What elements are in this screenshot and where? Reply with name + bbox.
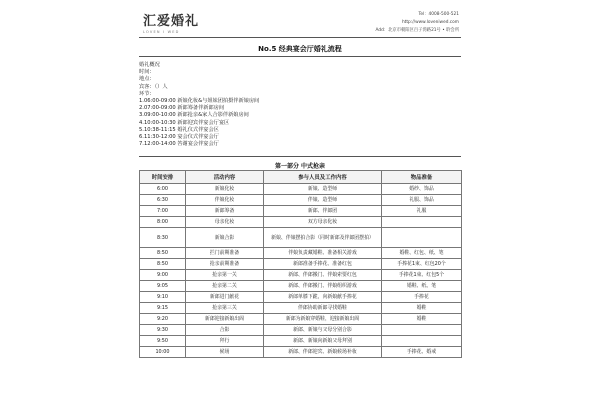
cell-time: 8:00 bbox=[140, 217, 186, 228]
cell-people: 伴娘、造型师 bbox=[264, 195, 382, 206]
steps-label: 环节： bbox=[139, 90, 155, 97]
cell-items: 手捧花 bbox=[382, 292, 462, 303]
table-row bbox=[140, 228, 462, 248]
contact-tel: Tel：4008-500-521 bbox=[418, 12, 459, 17]
cell-time: 9:50 bbox=[140, 336, 186, 347]
table-row bbox=[140, 347, 462, 358]
cell-people: 新郎单膝下跪，向新娘献手捧花 bbox=[264, 292, 382, 303]
step-item: 4.10:00-10:30 新郎迎宾伴宴会厅宴区 bbox=[139, 119, 230, 126]
cell-people: 新郎、伴郎搬门、伴娘索要红包 bbox=[264, 270, 382, 281]
cell-items: 婚鞋、红包、纸、笔 bbox=[382, 248, 462, 259]
table-row bbox=[140, 184, 462, 195]
cell-activity: 伴娘化妆 bbox=[186, 195, 264, 206]
place-label: 地点： bbox=[139, 76, 155, 83]
table-row bbox=[140, 281, 462, 292]
contact-info bbox=[375, 11, 459, 35]
cell-time: 6:30 bbox=[140, 195, 186, 206]
cell-items bbox=[382, 228, 462, 248]
cell-people: 新郎、伴郎迎宾、新娘候场补妆 bbox=[264, 347, 382, 358]
cell-time: 7:00 bbox=[140, 206, 186, 217]
cell-people: 新郎、新娘与父母分别合影 bbox=[264, 325, 382, 336]
table-row bbox=[140, 314, 462, 325]
cell-items: 礼服、饰品 bbox=[382, 195, 462, 206]
document-title: No.5 经典宴会厅婚礼流程 bbox=[258, 45, 342, 53]
cell-items bbox=[382, 336, 462, 347]
cell-people: 新郎、伴郎团 bbox=[264, 206, 382, 217]
cell-items: 手捧花1束、红包5个 bbox=[382, 270, 462, 281]
cell-activity: 新郎迎接新娘出阁 bbox=[186, 314, 264, 325]
col-header-people: 参与人员及工作内容 bbox=[264, 171, 382, 184]
cell-time: 9:00 bbox=[140, 270, 186, 281]
cell-items: 婚纱、饰品 bbox=[382, 184, 462, 195]
cell-items: 手捧花、婚戒 bbox=[382, 347, 462, 358]
cell-time: 8:30 bbox=[140, 228, 186, 248]
cell-activity: 拜行 bbox=[186, 336, 264, 347]
cell-items bbox=[382, 217, 462, 228]
cell-people: 新郎、新娘向新娘父母拜别 bbox=[264, 336, 382, 347]
cell-items: 婚鞋、纸、笔 bbox=[382, 281, 462, 292]
cell-activity: 候场 bbox=[186, 347, 264, 358]
guests-label: 宾客：（）人 bbox=[139, 83, 168, 90]
col-header-time: 时间安排 bbox=[140, 171, 186, 184]
cell-time: 8:50 bbox=[140, 248, 186, 259]
step-item: 1.06:00-09:00 新娘化妆&与姐妹团拍摄伴新娘房间 bbox=[139, 98, 260, 105]
table-row bbox=[140, 206, 462, 217]
logo-text: 汇爱婚礼 bbox=[143, 14, 200, 29]
cell-time: 9:15 bbox=[140, 303, 186, 314]
table-row bbox=[140, 248, 462, 259]
cell-people: 伴娘负责藏婚鞋、准备相关游戏 bbox=[264, 248, 382, 259]
table-row bbox=[140, 303, 462, 314]
cell-activity: 合影 bbox=[186, 325, 264, 336]
cell-people: 新娘、造型师 bbox=[264, 184, 382, 195]
table-header-row bbox=[140, 171, 462, 184]
contact-website[interactable]: http://www.loveniwed.com bbox=[401, 20, 459, 25]
cell-time: 6:00 bbox=[140, 184, 186, 195]
table-row bbox=[140, 325, 462, 336]
table-row bbox=[140, 217, 462, 228]
cell-activity: 抢亲第二关 bbox=[186, 281, 264, 292]
time-label: 时间： bbox=[139, 69, 155, 76]
contact-address: Add：北京市朝阳区百子湾路21号 • 聆会所 bbox=[375, 28, 459, 33]
table-row bbox=[140, 336, 462, 347]
cell-time: 9:05 bbox=[140, 281, 186, 292]
cell-activity: 抢亲第一关 bbox=[186, 270, 264, 281]
cell-items: 婚鞋 bbox=[382, 314, 462, 325]
step-item: 3.09:00-10:00 新郎抢亲&家人合影伴新娘房间 bbox=[139, 112, 249, 119]
section-divider bbox=[139, 156, 461, 157]
cell-items: 礼服 bbox=[382, 206, 462, 217]
step-item: 6.11:30-12:00 宴会仪式伴宴会厅 bbox=[139, 134, 219, 141]
cell-activity: 拦门前期准备 bbox=[186, 248, 264, 259]
schedule-table bbox=[139, 170, 462, 358]
table-row bbox=[140, 270, 462, 281]
wedding-overview bbox=[139, 62, 259, 148]
cell-time: 9:10 bbox=[140, 292, 186, 303]
cell-activity: 母亲化妆 bbox=[186, 217, 264, 228]
cell-people: 双方母亲化妆 bbox=[264, 217, 382, 228]
cell-activity: 新娘化妆 bbox=[186, 184, 264, 195]
cell-activity: 新郎筹备 bbox=[186, 206, 264, 217]
cell-time: 9:20 bbox=[140, 314, 186, 325]
cell-time: 8:50 bbox=[140, 259, 186, 270]
cell-people: 新郎准备手捧花、准备红包 bbox=[264, 259, 382, 270]
table-row bbox=[140, 259, 462, 270]
cell-activity: 新郎进门献花 bbox=[186, 292, 264, 303]
step-item: 2.07:00-09:00 新郎筹备伴新郎房间 bbox=[139, 105, 225, 112]
step-item: 5.10:38-11:15 婚礼仪式伴宴会区 bbox=[139, 126, 219, 133]
cell-activity: 抢亲第三关 bbox=[186, 303, 264, 314]
col-header-activity: 活动内容 bbox=[186, 171, 264, 184]
col-header-items: 物品准备 bbox=[382, 171, 462, 184]
cell-items: 婚鞋 bbox=[382, 303, 462, 314]
cell-items bbox=[382, 325, 462, 336]
logo-subtitle: LOVEN I WED bbox=[143, 30, 180, 34]
cell-people: 新娘、伴娘摆拍合影（同时新郎及伴郎团摆拍） bbox=[264, 228, 382, 248]
brand-logo bbox=[143, 10, 199, 34]
header-divider bbox=[139, 37, 461, 38]
section-title: 第一部分 中式抢亲 bbox=[274, 163, 326, 170]
table-row bbox=[140, 292, 462, 303]
document-page bbox=[135, 0, 465, 400]
cell-people: 新郎、伴郎搬门、伴娘组织游戏 bbox=[264, 281, 382, 292]
title-divider bbox=[139, 56, 461, 57]
cell-time: 10:00 bbox=[140, 347, 186, 358]
step-item: 7.12:00-14:00 答谢宴会伴宴会厅 bbox=[139, 141, 219, 148]
cell-people: 伴郎协助新郎寻找婚鞋 bbox=[264, 303, 382, 314]
cell-items: 手捧花1束、红包20个 bbox=[382, 259, 462, 270]
table-row bbox=[140, 195, 462, 206]
cell-people: 新郎为新娘穿婚鞋，迎接新娘出阁 bbox=[264, 314, 382, 325]
cell-activity: 新娘合影 bbox=[186, 228, 264, 248]
overview-heading: 婚礼概况 bbox=[139, 62, 160, 68]
cell-activity: 抢亲前期准备 bbox=[186, 259, 264, 270]
cell-time: 9:30 bbox=[140, 325, 186, 336]
